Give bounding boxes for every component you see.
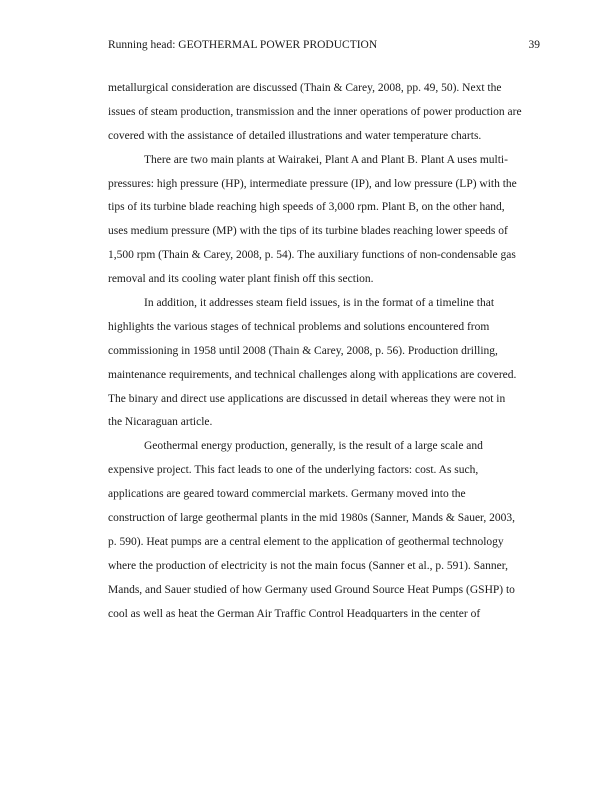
body-text — [108, 77, 542, 626]
running-head-title: Running head: GEOTHERMAL POWER PRODUCTION — [108, 39, 378, 51]
text-line: removal and its cooling water plant finish off this section. — [108, 273, 374, 286]
text-line: uses medium pressure (MP) with the tips of its turbine blades reaching lower speeds of — [108, 225, 508, 238]
text-line: issues of steam production, transmission and the inner operations of power production are — [108, 105, 522, 118]
text-line: 1,500 rpm (Thain & Carey, 2008, p. 54). The auxiliary functions of non-condensable gas — [108, 249, 516, 262]
text-line: construction of large geothermal plants in the mid 1980s (Sanner, Mands & Sauer, 2003, — [108, 512, 516, 525]
text-line: The binary and direct use applications are discussed in detail whereas they were not in — [108, 392, 506, 405]
text-line: highlights the various stages of technical problems and solutions encountered from — [108, 320, 490, 333]
text-line: applications are geared toward commercial markets. Germany moved into the — [108, 488, 466, 501]
paragraph-first-line: There are two main plants at Wairakei, Plant A and Plant B. Plant A uses multi- — [144, 153, 508, 166]
text-line: p. 590). Heat pumps are a central element to the application of geothermal technology — [108, 535, 504, 548]
page-number: 39 — [528, 39, 540, 51]
text-line: pressures: high pressure (HP), intermediate pressure (IP), and low pressure (LP) with the — [108, 177, 517, 190]
paragraph-first-line: In addition, it addresses steam field issues, is in the format of a timeline that — [144, 297, 495, 310]
text-line: maintenance requirements, and technical challenges along with applications are covered. — [108, 368, 517, 381]
running-head — [108, 37, 540, 53]
text-line: expensive project. This fact leads to one of the underlying factors: cost. As such, — [108, 464, 479, 477]
text-line: the Nicaraguan article. — [108, 416, 213, 429]
text-line: covered with the assistance of detailed illustrations and water temperature charts. — [108, 129, 482, 142]
text-line: metallurgical consideration are discussed (Thain & Carey, 2008, pp. 49, 50). Next the — [108, 82, 502, 94]
text-line: tips of its turbine blade reaching high speeds of 3,000 rpm. Plant B, on the other hand, — [108, 201, 505, 214]
text-line: Mands, and Sauer studied of how Germany used Ground Source Heat Pumps (GSHP) to — [108, 583, 515, 596]
paragraph-first-line: Geothermal energy production, generally, is the result of a large scale and — [144, 440, 483, 453]
text-line: cool as well as heat the German Air Traffic Control Headquarters in the center of — [108, 607, 481, 620]
text-line: where the production of electricity is not the main focus (Sanner et al., p. 591). Sanner, — [108, 559, 509, 572]
text-line: commissioning in 1958 until 2008 (Thain & Carey, 2008, p. 56). Production drilling, — [108, 344, 498, 357]
